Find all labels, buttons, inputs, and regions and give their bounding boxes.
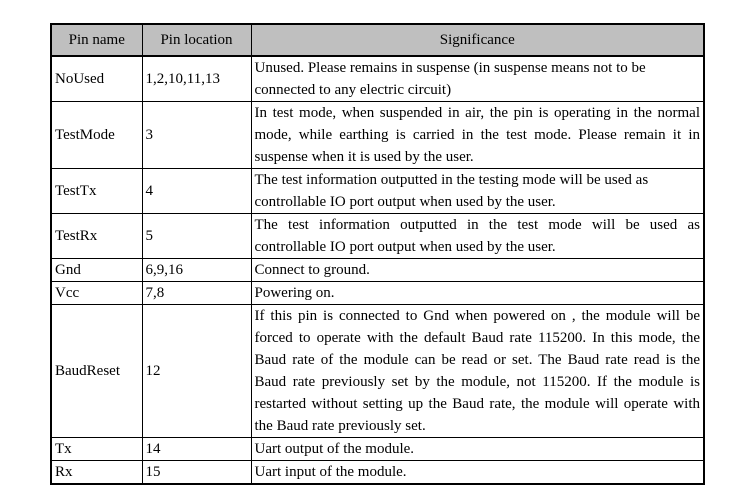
table-row [51, 56, 704, 102]
pin-location-cell: 6,9,16 [142, 259, 251, 282]
significance-cell: Uart input of the module. [251, 461, 704, 485]
table-row [51, 259, 704, 282]
pin-name-cell: Vcc [51, 282, 142, 305]
header-pin-location: Pin location [142, 24, 251, 56]
significance-cell: The test information outputted in the test mode will be used as controllable IO port output when used by the user. [251, 214, 704, 259]
table-row [51, 461, 704, 485]
pin-name-cell: Tx [51, 438, 142, 461]
pin-name-cell: Rx [51, 461, 142, 485]
pin-name-cell: TestTx [51, 169, 142, 214]
table-row [51, 214, 704, 259]
pin-location-cell: 7,8 [142, 282, 251, 305]
table-row [51, 305, 704, 438]
pin-location-cell: 5 [142, 214, 251, 259]
significance-cell: Powering on. [251, 282, 704, 305]
pin-name-cell: BaudReset [51, 305, 142, 438]
pin-name-cell: TestRx [51, 214, 142, 259]
pin-location-cell: 12 [142, 305, 251, 438]
header-pin-name: Pin name [51, 24, 142, 56]
header-significance: Significance [251, 24, 704, 56]
pin-name-cell: NoUsed [51, 56, 142, 102]
pin-location-cell: 4 [142, 169, 251, 214]
pin-location-cell: 15 [142, 461, 251, 485]
table-header-row [51, 24, 704, 56]
table-row [51, 169, 704, 214]
pin-name-cell: Gnd [51, 259, 142, 282]
significance-cell: If this pin is connected to Gnd when powered on , the module will be forced to operate with the default Baud rate 115200. In this mode, the Baud rate of the module can be read or set. The Baud rate read is the Baud rate previously set by the module, not 115200. If the module is restarted without setting up the Baud rate, the module will operate with the Baud rate previously set. [251, 305, 704, 438]
significance-cell: Connect to ground. [251, 259, 704, 282]
pin-name-cell: TestMode [51, 102, 142, 169]
significance-cell: Uart output of the module. [251, 438, 704, 461]
pin-table [50, 23, 705, 485]
significance-cell: The test information outputted in the testing mode will be used as controllable IO port output when used by the user. [251, 169, 704, 214]
significance-cell: Unused. Please remains in suspense (in suspense means not to be connected to any electric circuit) [251, 56, 704, 102]
table-row [51, 102, 704, 169]
pin-location-cell: 3 [142, 102, 251, 169]
significance-cell: In test mode, when suspended in air, the pin is operating in the normal mode, while earthing is carried in the test mode. Please remain it in suspense when it is used by the user. [251, 102, 704, 169]
table-row [51, 438, 704, 461]
pin-location-cell: 14 [142, 438, 251, 461]
table-row [51, 282, 704, 305]
pin-location-cell: 1,2,10,11,13 [142, 56, 251, 102]
